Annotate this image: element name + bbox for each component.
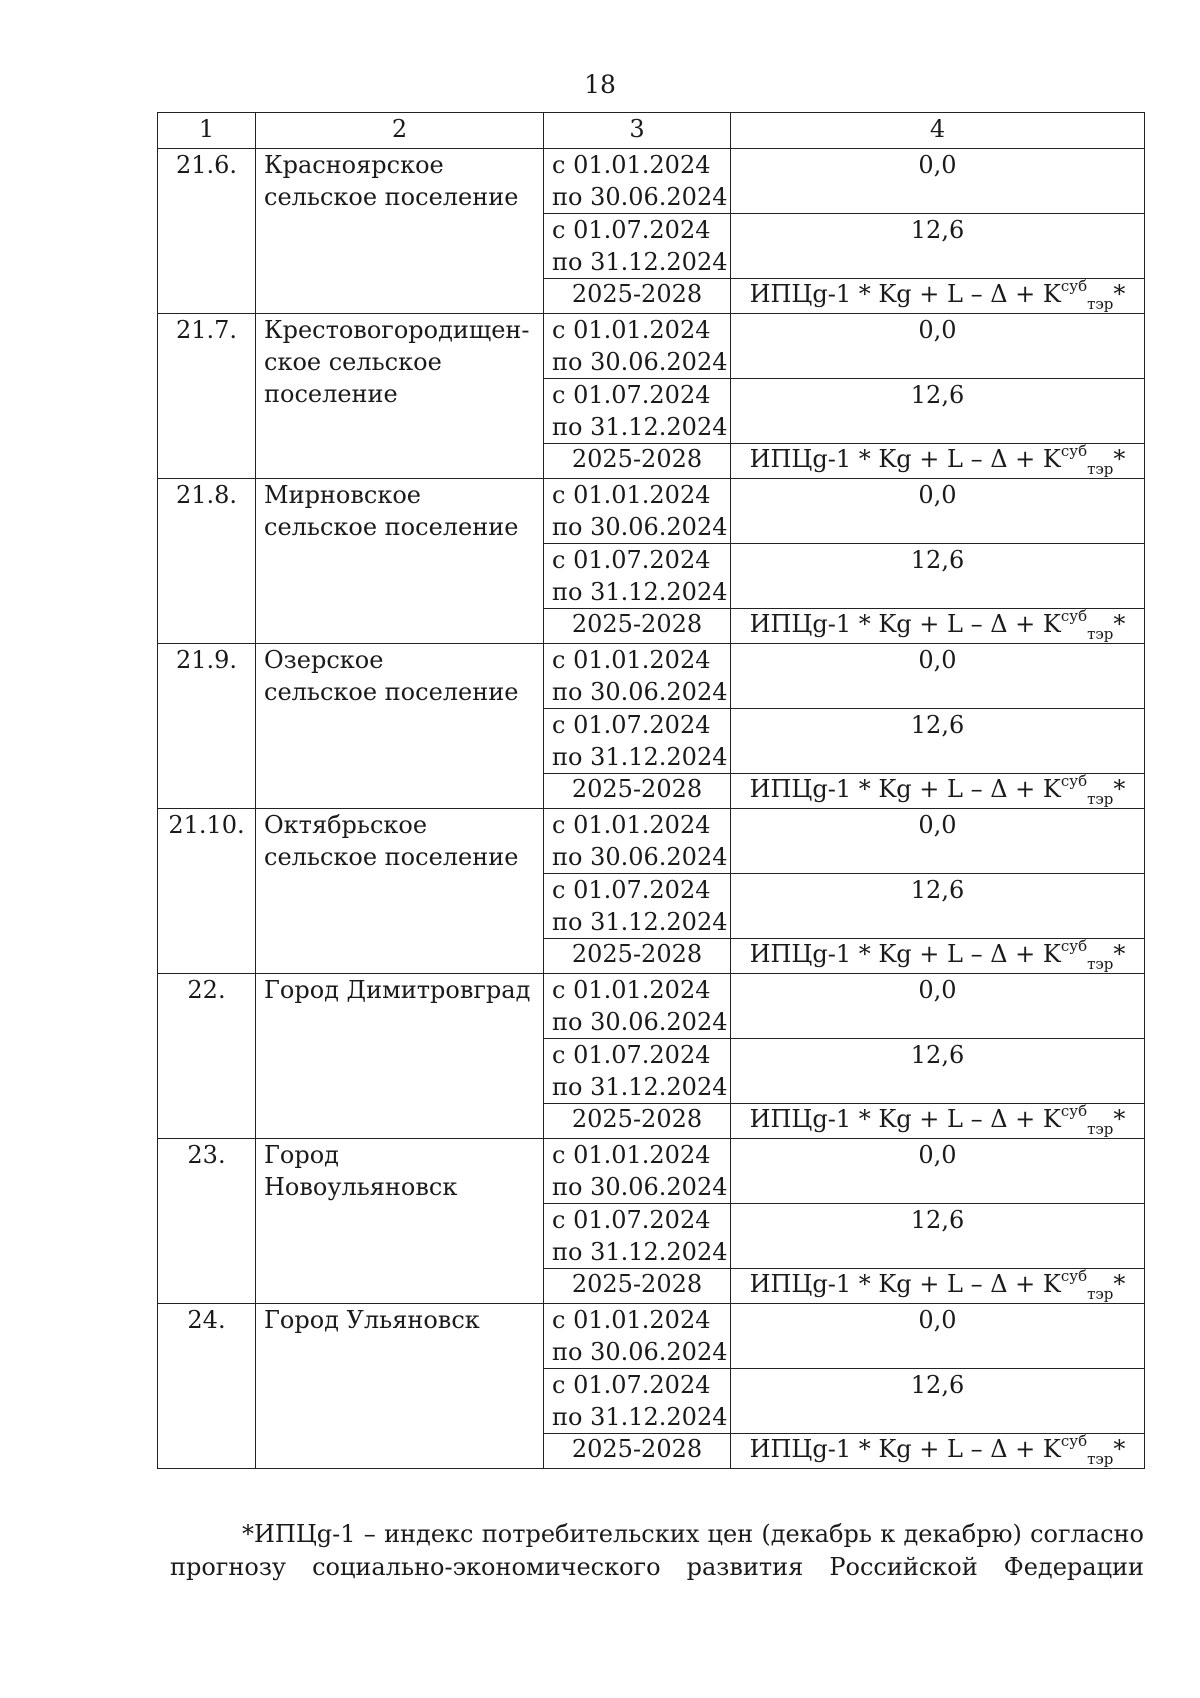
formula-asterisk: *: [1113, 610, 1126, 638]
period-cell: 2025-2028: [544, 279, 731, 314]
period-to: по 31.12.2024: [552, 578, 728, 606]
period-from: с 01.07.2024: [552, 216, 711, 244]
period-cell: [544, 314, 731, 379]
formula-main: ИПЦg-1 * Kg + L – Δ + K: [749, 940, 1061, 968]
settlement-name-line: сельское поселение: [264, 678, 519, 706]
value-cell: [731, 609, 1145, 644]
period-to: по 31.12.2024: [552, 413, 728, 441]
period-cell: [544, 149, 731, 214]
settlement-name: [256, 809, 544, 974]
formula-superscript: суб: [1060, 772, 1088, 790]
value-cell: 0,0: [731, 479, 1145, 544]
value-cell: [731, 774, 1145, 809]
period-to: по 30.06.2024: [552, 348, 728, 376]
settlement-name-line: сельское поселение: [264, 843, 519, 871]
settlement-name-line: Крестовогородищен-: [264, 316, 530, 344]
value-cell: 0,0: [731, 809, 1145, 874]
formula-superscript: суб: [1060, 607, 1088, 625]
row-number: 24.: [158, 1304, 256, 1469]
formula: [749, 1102, 1126, 1138]
period-to: по 31.12.2024: [552, 1238, 728, 1266]
settlement-name: [256, 644, 544, 809]
period-to: по 30.06.2024: [552, 183, 728, 211]
formula-asterisk: *: [1113, 1435, 1126, 1463]
row-number: 21.8.: [158, 479, 256, 644]
value-cell: 12,6: [731, 214, 1145, 279]
settlement-name-line: поселение: [264, 380, 398, 408]
settlement-name: [256, 479, 544, 644]
period-cell: 2025-2028: [544, 609, 731, 644]
formula-subscript: тэр: [1087, 295, 1114, 313]
formula: [749, 607, 1126, 643]
value-cell: 0,0: [731, 1304, 1145, 1369]
period-cell: [544, 544, 731, 609]
settlement-name-line: Город Димитровград: [264, 976, 531, 1004]
value-cell: 0,0: [731, 314, 1145, 379]
tariff-table: [157, 112, 1145, 1469]
row-number: 21.6.: [158, 149, 256, 314]
period-to: по 31.12.2024: [552, 743, 728, 771]
formula-main: ИПЦg-1 * Kg + L – Δ + K: [749, 775, 1061, 803]
settlement-name-line: сельское поселение: [264, 183, 519, 211]
period-to: по 31.12.2024: [552, 908, 728, 936]
formula: [749, 442, 1126, 478]
settlement-name-line: Красноярское: [264, 151, 444, 179]
settlement-name-line: сельское поселение: [264, 513, 519, 541]
formula-superscript: суб: [1060, 1267, 1088, 1285]
period-to: по 30.06.2024: [552, 1338, 728, 1366]
formula-main: ИПЦg-1 * Kg + L – Δ + K: [749, 1435, 1061, 1463]
table-row: [158, 644, 1145, 709]
formula: [749, 277, 1126, 313]
period-from: с 01.01.2024: [552, 646, 711, 674]
period-from: с 01.01.2024: [552, 316, 711, 344]
formula-subscript: тэр: [1087, 625, 1114, 643]
formula-asterisk: *: [1113, 775, 1126, 803]
period-cell: [544, 1304, 731, 1369]
settlement-name-line: Новоульяновск: [264, 1173, 458, 1201]
period-from: с 01.07.2024: [552, 1206, 711, 1234]
period-from: с 01.07.2024: [552, 1371, 711, 1399]
column-header-4: 4: [731, 113, 1145, 149]
table-row: [158, 149, 1145, 214]
period-to: по 30.06.2024: [552, 1008, 728, 1036]
period-cell: 2025-2028: [544, 774, 731, 809]
value-cell: [731, 1434, 1145, 1469]
period-from: с 01.01.2024: [552, 481, 711, 509]
formula-subscript: тэр: [1087, 790, 1114, 808]
period-from: с 01.01.2024: [552, 1141, 711, 1169]
period-to: по 31.12.2024: [552, 1403, 728, 1431]
period-cell: [544, 709, 731, 774]
row-number: 22.: [158, 974, 256, 1139]
settlement-name: [256, 149, 544, 314]
value-cell: 12,6: [731, 709, 1145, 774]
footnote-line-2: прогнозу социально-экономического развития Российской Федерации: [170, 1553, 1144, 1581]
settlement-name-line: Мирновское: [264, 481, 421, 509]
formula-superscript: суб: [1060, 277, 1088, 295]
period-cell: [544, 874, 731, 939]
formula: [749, 1267, 1126, 1303]
formula-subscript: тэр: [1087, 460, 1114, 478]
formula-asterisk: *: [1113, 445, 1126, 473]
value-cell: 12,6: [731, 874, 1145, 939]
table-row: [158, 974, 1145, 1039]
period-cell: 2025-2028: [544, 444, 731, 479]
period-from: с 01.07.2024: [552, 1041, 711, 1069]
formula-main: ИПЦg-1 * Kg + L – Δ + K: [749, 1270, 1061, 1298]
value-cell: 12,6: [731, 1369, 1145, 1434]
settlement-name-line: ское сельское: [264, 348, 442, 376]
formula: [749, 1432, 1126, 1468]
value-cell: [731, 939, 1145, 974]
column-header-2: 2: [256, 113, 544, 149]
row-number: 23.: [158, 1139, 256, 1304]
period-cell: [544, 1204, 731, 1269]
table-row: [158, 1304, 1145, 1369]
footnote-line-1: *ИПЦg-1 – индекс потребительских цен (декабрь к декабрю) согласно: [242, 1520, 1144, 1548]
value-cell: [731, 444, 1145, 479]
value-cell: 0,0: [731, 1139, 1145, 1204]
period-from: с 01.01.2024: [552, 811, 711, 839]
period-from: с 01.01.2024: [552, 151, 711, 179]
table-row: [158, 314, 1145, 379]
period-from: с 01.07.2024: [552, 381, 711, 409]
period-cell: [544, 479, 731, 544]
value-cell: 12,6: [731, 1039, 1145, 1104]
period-to: по 30.06.2024: [552, 843, 728, 871]
value-cell: [731, 1269, 1145, 1304]
period-to: по 31.12.2024: [552, 1073, 728, 1101]
formula-subscript: тэр: [1087, 1450, 1114, 1468]
formula-superscript: суб: [1060, 1432, 1088, 1450]
table-row: [158, 1139, 1145, 1204]
period-cell: 2025-2028: [544, 1104, 731, 1139]
period-cell: 2025-2028: [544, 1434, 731, 1469]
value-cell: [731, 1104, 1145, 1139]
settlement-name: [256, 314, 544, 479]
header-row: [158, 113, 1145, 149]
settlement-name: [256, 974, 544, 1139]
value-cell: 0,0: [731, 149, 1145, 214]
formula-main: ИПЦg-1 * Kg + L – Δ + K: [749, 1105, 1061, 1133]
settlement-name-line: Озерское: [264, 646, 384, 674]
value-cell: 12,6: [731, 544, 1145, 609]
period-cell: [544, 1139, 731, 1204]
formula-asterisk: *: [1113, 1270, 1126, 1298]
row-number: 21.7.: [158, 314, 256, 479]
formula-asterisk: *: [1113, 940, 1126, 968]
period-cell: [544, 644, 731, 709]
period-cell: [544, 1039, 731, 1104]
formula-subscript: тэр: [1087, 955, 1114, 973]
period-cell: [544, 214, 731, 279]
table-body: [158, 149, 1145, 1469]
period-from: с 01.01.2024: [552, 1306, 711, 1334]
formula-main: ИПЦg-1 * Kg + L – Δ + K: [749, 610, 1061, 638]
period-from: с 01.07.2024: [552, 711, 711, 739]
period-cell: 2025-2028: [544, 939, 731, 974]
formula-subscript: тэр: [1087, 1120, 1114, 1138]
table-row: [158, 809, 1145, 874]
period-to: по 30.06.2024: [552, 513, 728, 541]
settlement-name-line: Город: [264, 1141, 339, 1169]
period-cell: [544, 974, 731, 1039]
period-from: с 01.07.2024: [552, 876, 711, 904]
column-header-3: 3: [544, 113, 731, 149]
formula-main: ИПЦg-1 * Kg + L – Δ + K: [749, 445, 1061, 473]
period-to: по 31.12.2024: [552, 248, 728, 276]
settlement-name: [256, 1139, 544, 1304]
period-cell: [544, 379, 731, 444]
row-number: 21.10.: [158, 809, 256, 974]
row-number: 21.9.: [158, 644, 256, 809]
value-cell: 12,6: [731, 379, 1145, 444]
value-cell: 12,6: [731, 1204, 1145, 1269]
footnote: [170, 1518, 1144, 1584]
formula: [749, 937, 1126, 973]
formula-superscript: суб: [1060, 1102, 1088, 1120]
value-cell: [731, 279, 1145, 314]
period-from: с 01.07.2024: [552, 546, 711, 574]
column-header-1: 1: [158, 113, 256, 149]
period-from: с 01.01.2024: [552, 976, 711, 1004]
formula-subscript: тэр: [1087, 1285, 1114, 1303]
period-to: по 30.06.2024: [552, 678, 728, 706]
period-to: по 30.06.2024: [552, 1173, 728, 1201]
period-cell: 2025-2028: [544, 1269, 731, 1304]
period-cell: [544, 1369, 731, 1434]
table-row: [158, 479, 1145, 544]
value-cell: 0,0: [731, 644, 1145, 709]
formula-main: ИПЦg-1 * Kg + L – Δ + K: [749, 280, 1061, 308]
settlement-name-line: Город Ульяновск: [264, 1306, 480, 1334]
settlement-name-line: Октябрьское: [264, 811, 428, 839]
formula-asterisk: *: [1113, 280, 1126, 308]
formula-superscript: суб: [1060, 442, 1088, 460]
page-number: 18: [584, 70, 616, 99]
period-cell: [544, 809, 731, 874]
value-cell: 0,0: [731, 974, 1145, 1039]
settlement-name: [256, 1304, 544, 1469]
formula: [749, 772, 1126, 808]
formula-asterisk: *: [1113, 1105, 1126, 1133]
formula-superscript: суб: [1060, 937, 1088, 955]
